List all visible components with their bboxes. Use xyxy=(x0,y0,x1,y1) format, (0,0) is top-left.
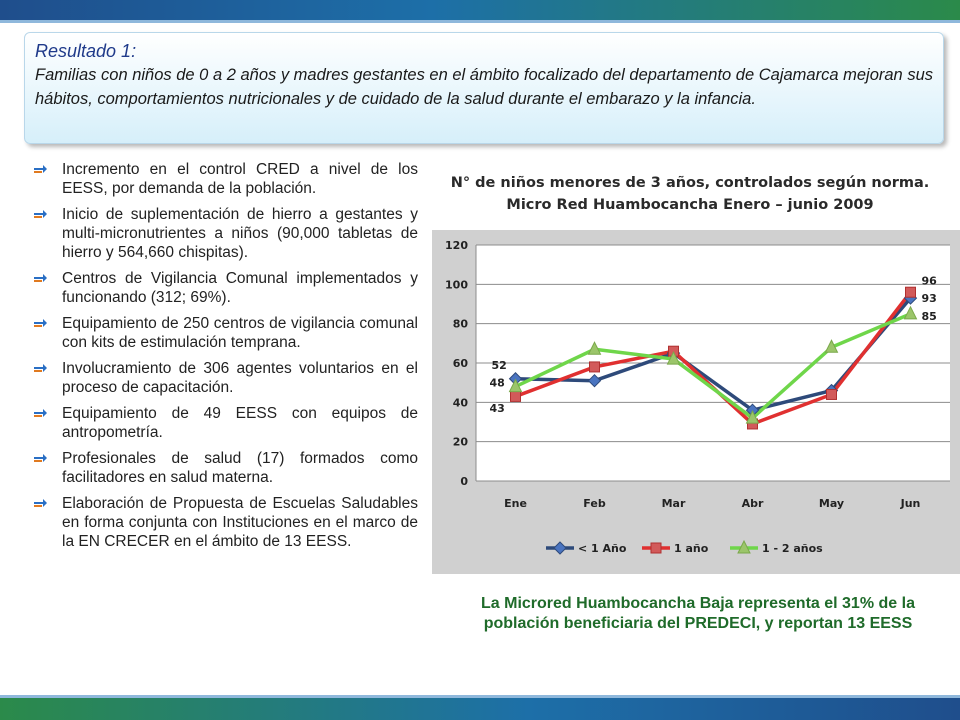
result-text: Familias con niños de 0 a 2 años y madres gestantes en el ámbito focalizado del departamento de Cajamarca mejoran sus hábitos, comportamientos nutricionales y de cuidado de la salud durante el embarazo y la infancia. xyxy=(35,66,933,108)
y-tick-label: 100 xyxy=(445,278,468,292)
data-label: 93 xyxy=(921,292,937,306)
chart-heading xyxy=(430,172,950,216)
x-tick-label: Ene xyxy=(504,497,527,510)
result-title: Resultado 1: xyxy=(35,41,137,61)
bullet-item xyxy=(34,449,418,487)
bullet-item xyxy=(34,205,418,262)
bullet-item xyxy=(34,160,418,198)
legend-marker xyxy=(554,542,566,554)
bullet-item xyxy=(34,269,418,307)
bottom-decor-bar xyxy=(0,698,960,720)
y-tick-label: 40 xyxy=(452,396,468,410)
legend-label: 1 año xyxy=(674,542,709,555)
x-tick-label: Jun xyxy=(900,497,921,510)
y-tick-label: 120 xyxy=(445,239,468,252)
legend-marker xyxy=(651,543,661,553)
chart-heading-line2: Micro Red Huambocancha Enero – junio 2009 xyxy=(506,197,874,213)
chart-caption: La Microred Huambocancha Baja representa el 31% de la población beneficiaria del PREDECI, y reportan 13 EESS xyxy=(481,595,915,632)
bullet-item xyxy=(34,494,418,551)
legend-label: < 1 Año xyxy=(578,542,627,555)
y-tick-label: 20 xyxy=(452,435,468,449)
bullet-text: Equipamiento de 49 EESS con equipos de antropometría. xyxy=(62,405,418,441)
bullet-text: Involucramiento de 306 agentes voluntarios en el proceso de capacitación. xyxy=(62,360,418,396)
bullet-arrow-icon xyxy=(34,498,47,508)
bullet-text: Equipamiento de 250 centros de vigilancia comunal con kits de estimulación temprana. xyxy=(62,315,418,351)
result-box xyxy=(24,32,944,144)
bullet-item xyxy=(34,359,418,397)
chart-heading-line1: N° de niños menores de 3 años, controlados según norma. xyxy=(450,175,930,191)
series-2-point xyxy=(590,362,600,372)
series-2-point xyxy=(827,389,837,399)
y-tick-label: 60 xyxy=(452,357,468,370)
chart-panel xyxy=(432,230,960,574)
bullet-list xyxy=(34,160,418,558)
top-decor-line xyxy=(0,20,960,23)
bullet-text: Elaboración de Propuesta de Escuelas Saludables en forma conjunta con Instituciones en el marco de la EN CRECER en el ámbito de 13 EESS. xyxy=(62,495,418,550)
bullet-arrow-icon xyxy=(34,363,47,373)
bullet-arrow-icon xyxy=(34,408,47,418)
legend-label: 1 - 2 años xyxy=(762,542,823,555)
x-tick-label: Abr xyxy=(741,497,764,510)
data-label: 52 xyxy=(491,358,507,372)
bullet-item xyxy=(34,314,418,352)
bullet-arrow-icon xyxy=(34,209,47,219)
series-2-point xyxy=(906,287,916,297)
bullet-text: Profesionales de salud (17) formados como facilitadores en salud materna. xyxy=(62,450,418,486)
bullet-arrow-icon xyxy=(34,273,47,283)
bullet-arrow-icon xyxy=(34,453,47,463)
line-chart xyxy=(432,230,958,574)
x-tick-label: May xyxy=(818,497,845,510)
bullet-item xyxy=(34,404,418,442)
data-label: 48 xyxy=(489,376,505,390)
top-decor-bar xyxy=(0,0,960,20)
bullet-text: Incremento en el control CRED a nivel de los EESS, por demanda de la población. xyxy=(62,161,418,197)
bullet-text: Centros de Vigilancia Comunal implementados y funcionando (312; 69%). xyxy=(62,270,418,306)
bullet-arrow-icon xyxy=(34,318,47,328)
data-label: 96 xyxy=(921,274,937,288)
y-tick-label: 0 xyxy=(460,475,468,488)
x-tick-label: Feb xyxy=(583,497,606,510)
bullet-arrow-icon xyxy=(34,164,47,174)
y-tick-label: 80 xyxy=(452,317,468,331)
data-label: 85 xyxy=(921,309,937,323)
data-label: 43 xyxy=(489,402,505,416)
bullet-text: Inicio de suplementación de hierro a gestantes y multi-micronutrientes a niños (90,000 tabletas de hierro y 564,660 chispitas). xyxy=(62,206,418,261)
series-2-point xyxy=(511,391,521,401)
x-tick-label: Mar xyxy=(661,497,686,510)
